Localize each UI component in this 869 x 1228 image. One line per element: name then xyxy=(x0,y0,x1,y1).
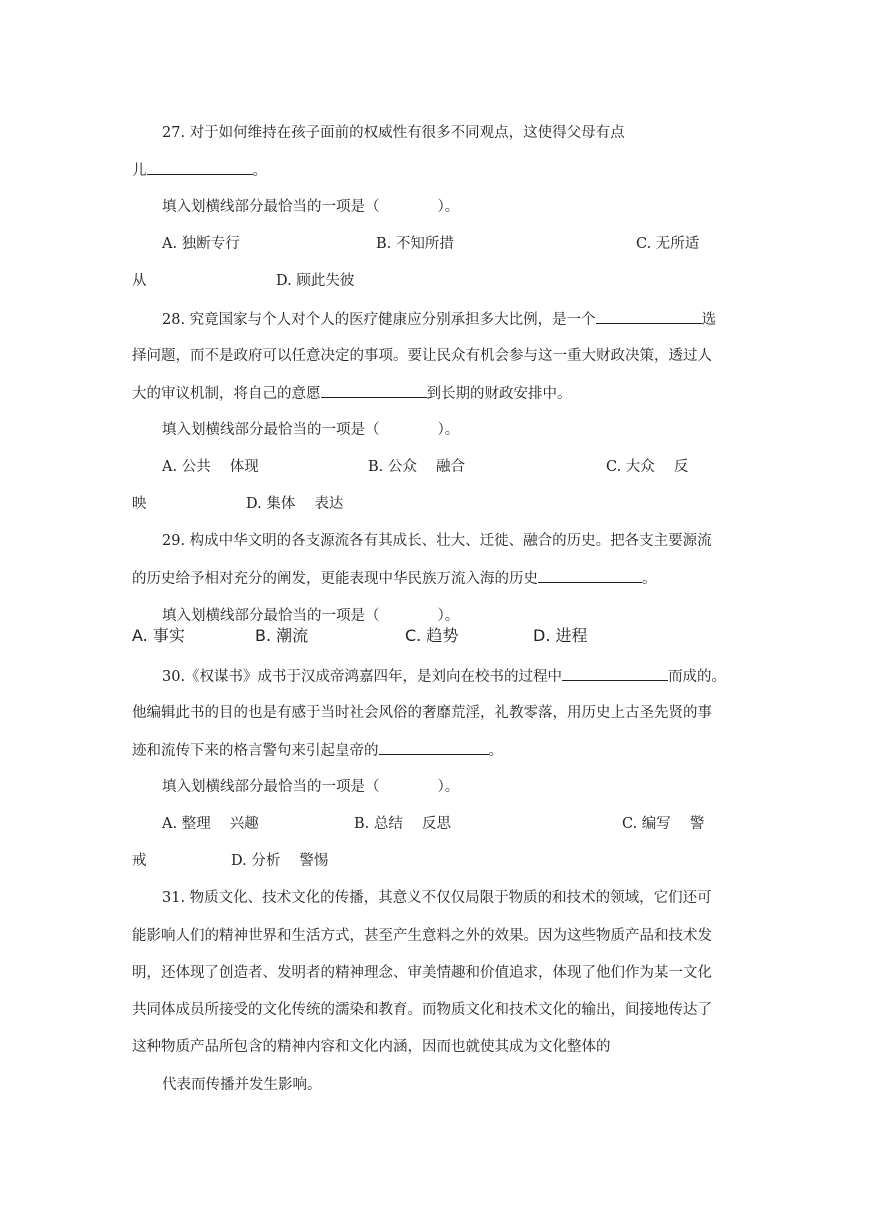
q27-option-c-cont: 从 xyxy=(132,273,147,289)
q28-option-d: D. 集体 表达 xyxy=(246,496,344,512)
q29-option-d: D. 进程 xyxy=(533,626,588,645)
q27-line1: 27. 对于如何维持在孩子面前的权威性有很多不同观点，这使得父母有点 xyxy=(162,125,625,141)
q28-option-c: C. 大众 反 xyxy=(606,459,689,475)
q27-line2 xyxy=(132,160,267,181)
q31-line3: 明，还体现了创造者、发明者的精神理念、审美情趣和价值追求，体现了他们作为某一文化 xyxy=(132,965,712,981)
q29-line2-post: 。 xyxy=(642,571,657,587)
q30-line2: 他编辑此书的目的也是有感于当时社会风俗的奢靡荒淫，礼教零落，用历史上古圣先贤的事 xyxy=(132,705,712,721)
q29-prompt: 填入划横线部分最恰当的一项是（ ）。 xyxy=(162,608,460,624)
q30-option-d: D. 分析 警惕 xyxy=(231,853,329,869)
q30-prompt: 填入划横线部分最恰当的一项是（ ）。 xyxy=(162,779,460,795)
q28-line3-post: 到长期的财政安排中。 xyxy=(426,386,572,402)
q30-line1 xyxy=(162,666,726,687)
q29-line2 xyxy=(132,568,657,589)
q29-blank xyxy=(538,568,642,583)
q31-line5: 这种物质产品所包含的精神内容和文化内涵，因而也就使其成为文化整体的 xyxy=(132,1039,611,1055)
q28-line1 xyxy=(162,309,716,330)
q28-line2: 择问题，而不是政府可以任意决定的事项。要让民众有机会参与这一重大财政决策，透过人 xyxy=(132,348,712,364)
q30-blank-1 xyxy=(562,666,668,681)
q31-line4: 共同体成员所接受的文化传统的濡染和教育。而物质文化和技术文化的输出，间接地传达了 xyxy=(132,1002,712,1018)
q28-line3 xyxy=(132,383,572,404)
q31-line1: 31. 物质文化、技术文化的传播，其意义不仅仅局限于物质的和技术的领域，它们还可 xyxy=(162,890,712,906)
q30-line3-post: 。 xyxy=(488,743,503,759)
q27-line2-post: 。 xyxy=(252,163,267,179)
q27-option-d: D. 顾此失彼 xyxy=(276,273,355,289)
q28-line1-post: 选 xyxy=(701,312,717,328)
q29-option-c: C. 趋势 xyxy=(405,626,459,645)
q30-option-c-cont: 戒 xyxy=(132,853,147,869)
q27-line2-pre: 儿 xyxy=(132,163,147,179)
q30-option-a: A. 整理 兴趣 xyxy=(162,816,259,832)
q31-line6: 代表而传播并发生影响。 xyxy=(162,1077,322,1093)
q30-line3 xyxy=(132,740,503,761)
q30-line1-pre: 30.《权谋书》成书于汉成帝鸿嘉四年，是刘向在校书的过程中 xyxy=(162,669,563,685)
q30-blank-2 xyxy=(379,740,489,755)
q29-line1: 29. 构成中华文明的各支源流各有其成长、壮大、迁徙、融合的历史。把各支主要源流 xyxy=(162,533,712,549)
q28-option-b: B. 公众 融合 xyxy=(368,459,465,475)
q28-option-c-cont: 映 xyxy=(132,496,147,512)
q31-line2: 能影响人们的精神世界和生活方式，甚至产生意料之外的效果。因为这些物质产品和技术发 xyxy=(132,928,712,944)
q28-blank-1 xyxy=(596,309,702,324)
q29-option-b: B. 潮流 xyxy=(255,626,309,645)
q27-option-c: C. 无所适 xyxy=(636,236,700,252)
q28-line3-pre: 大的审议机制，将自己的意愿 xyxy=(132,386,321,402)
q28-prompt: 填入划横线部分最恰当的一项是（ ）。 xyxy=(162,422,460,438)
q27-option-a: A. 独断专行 xyxy=(162,236,240,252)
q27-option-b: B. 不知所措 xyxy=(376,236,454,252)
q30-line3-pre: 迹和流传下来的格言警句来引起皇帝的 xyxy=(132,743,379,759)
q29-option-a: A. 事实 xyxy=(132,626,185,645)
q29-line2-pre: 的历史给予相对充分的阐发，更能表现中华民族万流入海的历史 xyxy=(132,571,538,587)
q27-prompt: 填入划横线部分最恰当的一项是（ ）。 xyxy=(162,199,460,215)
q28-option-a: A. 公共 体现 xyxy=(162,459,259,475)
q27-blank xyxy=(147,160,253,175)
q30-option-c: C. 编写 警 xyxy=(622,816,705,832)
q30-line1-post: 而成的。 xyxy=(668,669,727,685)
q28-blank-2 xyxy=(321,383,427,398)
q28-line1-pre: 28. 究竟国家与个人对个人的医疗健康应分别承担多大比例，是一个 xyxy=(162,312,596,328)
q30-option-b: B. 总结 反思 xyxy=(354,816,451,832)
